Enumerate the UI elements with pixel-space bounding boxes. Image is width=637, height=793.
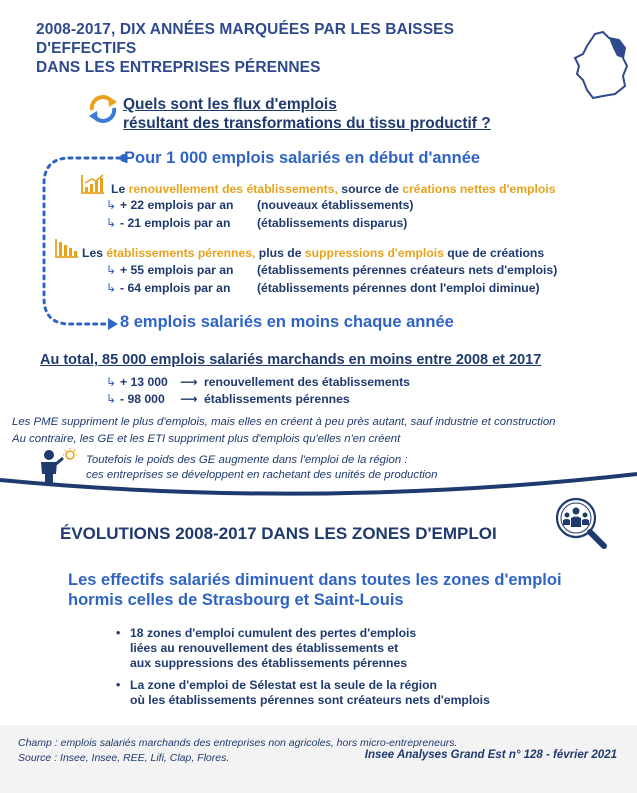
total-row-renewal: ↳ + 13 000 ⟶ renouvellement des établissements (106, 375, 410, 389)
refresh-arrows-icon (86, 92, 120, 126)
renewal-prefix: Le (111, 182, 129, 196)
renewal-heading (111, 182, 556, 196)
question-heading (123, 95, 491, 133)
renewal-row-new: ↳ + 22 emplois par an (nouveaux établissements) (106, 198, 414, 212)
start-label: Pour 1 000 emplois salariés en début d'année (124, 149, 481, 167)
zones-title: ÉVOLUTIONS 2008-2017 DANS LES ZONES D'EMPLOI (60, 524, 497, 543)
decline-chart-icon (54, 237, 80, 259)
france-map-icon (573, 30, 629, 102)
tip-line-2: ces entreprises se développent en rachetant des unités de production (86, 469, 438, 481)
zones-bullet-2: • La zone d'emploi de Sélestat est la seule de la région où les établissements pérennes sont créateurs nets d'emplois (116, 678, 490, 707)
end-label: 8 emplois salariés en moins chaque année (120, 313, 454, 331)
right-arrow-icon: ⟶ (180, 375, 198, 389)
footer-champ: Champ : emplois salariés marchands des entreprises non agricoles, hors micro-entrepreneurs. (18, 737, 458, 749)
sub-arrow-icon: ↳ (106, 392, 117, 406)
bullet-dot: • (116, 678, 121, 692)
page-title (36, 20, 556, 77)
note-ge: Au contraire, les GE et les ETI suppriment plus d'emplois qu'elles n'en créent (12, 433, 401, 445)
right-arrow-icon: ⟶ (180, 392, 198, 406)
footer-source: Source : Insee, Insee, REE, Lifi, Clap, Flores. (18, 752, 230, 764)
renewal-highlight-1: renouvellement des établissements, (128, 182, 338, 196)
wave-divider (0, 470, 637, 530)
sub-arrow-icon: ↳ (106, 198, 117, 212)
sub-arrow-icon: ↳ (106, 375, 117, 389)
question-line-1: Quels sont les flux d'emplois (123, 96, 337, 113)
note-pme: Les PME suppriment le plus d'emplois, mais elles en créent à peu près autant, sauf industrie et construction (12, 416, 556, 428)
bullet-dot: • (116, 626, 121, 640)
sub-arrow-icon: ↳ (106, 263, 117, 277)
question-line-2: résultant des transformations du tissu productif ? (123, 115, 491, 132)
perennial-heading: Les établissements pérennes, plus de suppressions d'emplois que de créations (82, 246, 545, 260)
zones-subtitle-line-2: hormis celles de Strasbourg et Saint-Louis (68, 591, 404, 609)
total-row-perennial: ↳ - 98 000 ⟶ établissements pérennes (106, 392, 350, 406)
perennial-row-decline: ↳ - 64 emplois par an (établissements pérennes dont l'emploi diminue) (106, 281, 540, 295)
sub-arrow-icon: ↳ (106, 281, 117, 295)
zones-subtitle (68, 570, 562, 610)
renewal-highlight-2: créations nettes d'emplois (402, 182, 556, 196)
zones-subtitle-line-1: Les effectifs salariés diminuent dans toutes les zones d'emploi (68, 571, 562, 589)
perennial-row-creators: ↳ + 55 emplois par an (établissements pérennes créateurs nets d'emplois) (106, 263, 558, 277)
tip-line-1: Toutefois le poids des GE augmente dans l'emploi de la région : (86, 454, 408, 466)
renewal-row-closed: ↳ - 21 emplois par an (établissements disparus) (106, 216, 408, 230)
zones-bullet-1: • 18 zones d'emploi cumulent des pertes d'emplois liées au renouvellement des établissements et aux suppressions des établissements pérennes (116, 626, 417, 670)
sub-arrow-icon: ↳ (106, 216, 117, 230)
magnifier-people-icon (552, 494, 610, 552)
growth-chart-icon (80, 173, 106, 195)
footer-publication: Insee Analyses Grand Est n° 128 - février 2021 (364, 749, 617, 761)
title-line-1: 2008-2017, DIX ANNÉES MARQUÉES PAR LES BAISSES D'EFFECTIFS (36, 21, 455, 57)
renewal-middle: source de (337, 182, 403, 196)
total-title: Au total, 85 000 emplois salariés marchands en moins entre 2008 et 2017 (40, 352, 542, 368)
title-line-2: DANS LES ENTREPRISES PÉRENNES (36, 59, 321, 76)
